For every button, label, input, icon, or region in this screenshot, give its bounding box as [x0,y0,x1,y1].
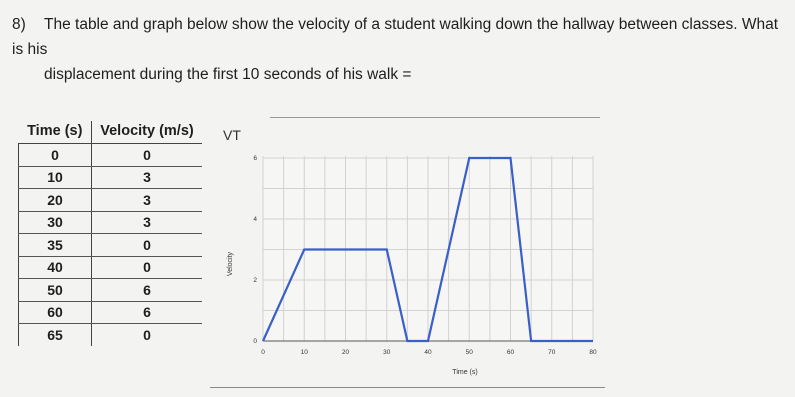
x-tick-label: 60 [506,349,515,356]
velocity-cell: 3 [92,211,203,234]
table-row [19,234,203,257]
x-tick-label: 80 [589,349,597,356]
y-axis-label: Velocity [227,251,234,277]
x-tick-label: 40 [424,349,432,356]
x-tick-label: 30 [383,349,391,356]
table-row [19,166,203,189]
header-velocity: Velocity (m/s) [92,121,203,144]
table-row [19,256,203,279]
table-row [19,211,203,234]
table-row [19,189,203,212]
question-line-1: The table and graph below show the velocity of a student walking down the hallway between classes. What is his [12,16,779,58]
x-tick-label: 20 [341,349,350,356]
x-tick-label: 10 [300,349,308,356]
x-axis-label: Time (s) [452,369,478,376]
velocity-cell: 6 [92,279,203,302]
y-tick-label: 4 [253,216,257,223]
x-tick-label: 0 [261,349,265,356]
velocity-cell: 0 [143,326,151,343]
y-tick-label: 6 [253,155,257,162]
y-tick-label: 2 [253,277,257,284]
vt-chart-svg [207,112,607,382]
question-text [12,12,787,87]
question-number: 8) [12,16,26,33]
time-cell: 40 [19,256,92,279]
header-time: Time (s) [19,121,92,144]
velocity-cell: 6 [92,301,203,324]
x-tick-label: 50 [465,349,473,356]
y-tick-label: 0 [253,338,257,345]
question-line-2: displacement during the first 10 seconds of his walk = [44,66,412,83]
velocity-table-container [18,121,202,346]
x-tick-label: 70 [548,349,556,356]
vt-chart [207,112,607,387]
time-cell: 20 [19,189,92,212]
time-cell: 35 [19,234,92,257]
time-cell: 60 [19,301,92,324]
chart-title: VT [223,127,241,143]
time-cell: 0 [19,144,92,167]
velocity-cell: 3 [92,166,203,189]
table-row [19,279,203,302]
divider-bottom [210,387,605,388]
velocity-time-table [18,121,202,346]
time-cell: 30 [19,211,92,234]
table-header-row [19,121,203,144]
velocity-cell: 0 [92,234,203,257]
table-row [19,324,203,346]
velocity-cell: 3 [92,189,203,212]
time-cell: 50 [19,279,92,302]
table-row [19,301,203,324]
velocity-cell: 0 [92,256,203,279]
time-cell: 10 [19,166,92,189]
table-row [19,144,203,167]
time-cell: 65 [19,324,92,346]
velocity-cell: 0 [92,144,203,167]
